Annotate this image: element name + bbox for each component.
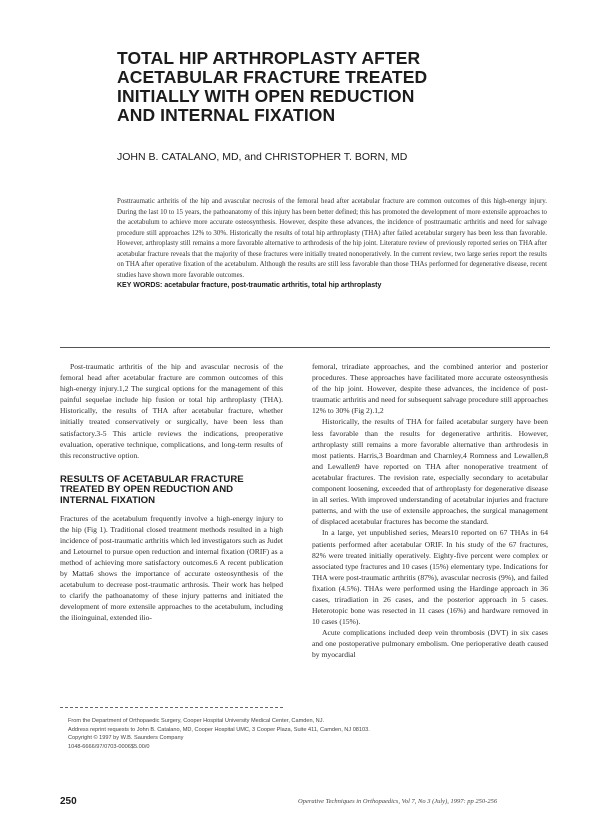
intro-paragraph: Post-traumatic arthritis of the hip and avascular necrosis of the femoral head after acetabular fracture are common outcomes of this high-energy injury.1,2 The surgical options for the management of this painful sequelae include hip fusion or total hip arthroplasty (THA). Historically, the results of THA after acetabular fracture, whether initially treated conservatively or surgically, have been less than satisfactory.3-5 This article reviews the indications, preoperative evaluation, operative technique, complications, and long-term results of this reconstructive option. xyxy=(60,362,283,460)
abstract xyxy=(117,197,547,292)
title-line: INITIALLY WITH OPEN REDUCTION xyxy=(117,86,415,106)
section-divider xyxy=(60,347,550,348)
body-paragraph: Acute complications included deep vein thrombosis (DVT) in six cases and one postoperative pulmonary embolism. One perioperative death caused by myocardial xyxy=(312,628,548,660)
body-paragraph: femoral, triradiate approaches, and the combined anterior and posterior procedures. These approaches have facilitated more accurate osteosynthesis of the hip joint. However, despite these advances, the incidence of post-traumatic arthritis and need for subsequent salvage procedure still approaches 12% to 30% (Fig 2).1,2 xyxy=(312,362,548,416)
body-paragraph: Historically, the results of THA for failed acetabular surgery have been less favorable than the results for degenerative arthritis. However, arthroplasty still remains a more favorable alternative than arthrodesis in most patients. Harris,3 Boardman and Charnley,4 Romness and Lewallen,8 and Lewallen9 have reported on THA after nonoperative treatment of acetabular fractures. The revision rate, especially secondary to acetabular component loosening, exceeded that of arthroplasty for degenerative disease in all series. With improved understanding of acetabular injuries and fracture patterns, and with the use of extensile approaches, the surgical management of displaced acetabular fractures has become the standard. xyxy=(312,417,548,527)
abstract-text: Posttraumatic arthritis of the hip and avascular necrosis of the femoral head after acetabular fracture are common outcomes of this high-energy injury. During the last 10 to 15 years, the pathoanatomy of this injury has been better defined; this has promoted the development of more extensile approaches to the acetabulum to achieve more accurate osteosynthesis. However, despite these advances, the incidence of posttraumatic arthritis and need for salvage procedure still approaches 12% to 30%. Historically the results of total hip arthroplasty (THA) after failed acetabular surgery has been less than favorable. However, arthroplasty still remains a more favorable alternative to arthrodesis of the hip joint. Literature review of previously reported series on THA after acetabular fracture reveals that the majority of these fractures were initially treated nonoperatively. In the current review, two large series report the results on THA after operative fixation of the acetabulum. Although the results are still less favorable than those THAs performed for degenerative disease, recent studies have shown more favorable outcomes. xyxy=(117,198,547,279)
title-line: TOTAL HIP ARTHROPLASTY AFTER xyxy=(117,48,421,68)
left-column xyxy=(60,361,283,624)
journal-citation: Operative Techniques in Orthopaedics, Vol 7, No 3 (July), 1997: pp 250-256 xyxy=(298,798,498,805)
author-line: JOHN B. CATALANO, MD, and CHRISTOPHER T. BORN, MD xyxy=(117,151,408,163)
body-paragraph: Fractures of the acetabulum frequently involve a high-energy injury to the hip (Fig 1). Traditional closed treatment methods resulted in a high incidence of post-traumatic arthritis which led investigators such as Judet and Letournel to pursue open reduction and internal fixation (ORIF) as a method of achieving more satisfactory outcomes.6 A recent publication by Matta6 shows the importance of accurate osteosynthesis of the acetabulum to decrease post-traumatic arthrosis. Their work has helped to clarify the pathoanatomy of these injury patterns and initiated the development of more extensile approaches to the acetabulum, including the ilioinguinal, extended ilio- xyxy=(60,513,283,623)
title-line: AND INTERNAL FIXATION xyxy=(117,105,336,125)
footnote-copyright: Copyright © 1997 by W.B. Saunders Company xyxy=(68,735,184,742)
title-line: ACETABULAR FRACTURE TREATED xyxy=(117,67,428,87)
footnote-affiliation: From the Department of Orthopaedic Surgery, Cooper Hospital University Medical Center, Camden, NJ. xyxy=(68,718,325,724)
article-title xyxy=(117,49,537,125)
body-paragraph: In a large, yet unpublished series, Mears10 reported on 67 THAs in 64 patients performed after acetabular ORIF. In his study of the 67 fractures, 82% were treated initially operatively. Eighty-five percent were complex or associated type fractures and 10 cases (15%) elementary type. Indications for THA were post-traumatic arthritis (87%), avascular necrosis (9%), and failed fixation (4.5%). THAs were performed using the Hardinge approach in 36 cases, triradiation in 26 cases, and the posterior approach in 5 cases. Heterotopic bone was resected in 11 cases (16%) and hardware removed in 10 cases (15%). xyxy=(312,528,548,627)
right-column xyxy=(312,361,548,661)
heading-line: RESULTS OF ACETABULAR FRACTURE xyxy=(60,473,244,485)
footnote-reprint: Address reprint requests to John B. Catalano, MD, Cooper Hospital UMC, 3 Cooper Plaza, Suite 411, Camden, NJ 08103. xyxy=(68,726,370,733)
keywords: KEY WORDS: acetabular fracture, post-traumatic arthritis, total hip arthroplasty xyxy=(117,282,382,289)
page-number: 250 xyxy=(60,796,77,807)
heading-line: TREATED BY OPEN REDUCTION AND xyxy=(60,484,234,496)
footnote-issn: 1048-6666/97/0703-0006$5.00/0 xyxy=(68,743,150,750)
section-heading xyxy=(60,475,283,507)
heading-line: INTERNAL FIXATION xyxy=(60,495,156,507)
footnotes xyxy=(60,717,370,751)
footnote-separator xyxy=(60,707,283,708)
